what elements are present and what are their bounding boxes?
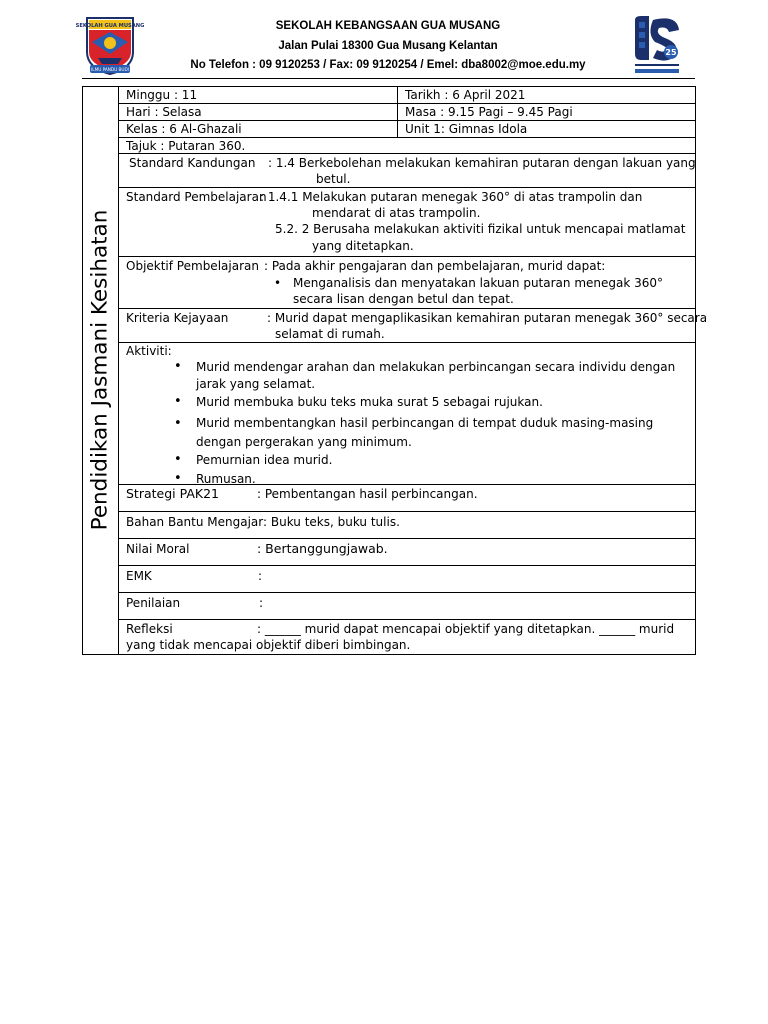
document-header: [0, 0, 768, 82]
standard-kandungan-text: : 1.4 Berkebolehan melakukan kemahiran putaran dengan lakuan yang: [268, 156, 696, 170]
row-penilaian: [119, 593, 695, 620]
subject-column: [83, 87, 119, 654]
cell-masa: Masa : 9.15 Pagi – 9.45 Pagi: [405, 105, 573, 119]
kriteria-line2: selamat di rumah.: [275, 327, 385, 341]
school-logo-motto: ILMU PANDU BUDI: [91, 67, 129, 72]
school-name: SEKOLAH KEBANGSAAN GUA MUSANG: [275, 20, 501, 32]
row-minggu-tarikh: [119, 87, 695, 104]
standard-pembelajaran-line3: 5.2. 2 Berusaha melakukan aktiviti fizikal untuk mencapai matlamat: [275, 222, 686, 236]
kriteria-label: Kriteria Kejayaan: [126, 311, 229, 325]
objektif-bullet-icon: •: [274, 276, 282, 290]
objektif-item-line1: Menganalisis dan menyatakan lakuan putaran menegak 360°: [293, 276, 664, 290]
standard-pembelajaran-line1: : 1.4.1 Melakukan putaran menegak 360° di atas trampolin dan: [260, 190, 643, 204]
penilaian-label: Penilaian: [126, 596, 181, 610]
emk-value: :: [258, 569, 263, 583]
row-kelas-unit: [119, 121, 695, 138]
aktiviti-list: [196, 359, 691, 488]
cell-kelas: Kelas : 6 Al-Ghazali: [119, 121, 398, 137]
row-standard-kandungan: [119, 154, 695, 188]
nilai-label: Nilai Moral: [126, 542, 190, 556]
strategi-value: : Pembentangan hasil perbincangan.: [257, 487, 478, 501]
refleksi-label: Refleksi: [126, 622, 173, 636]
row-aktiviti: [119, 343, 695, 485]
ministry-logo: [631, 14, 683, 76]
objektif-label: Objektif Pembelajaran: [126, 259, 259, 273]
header-divider: [82, 78, 695, 79]
row-refleksi: [119, 620, 695, 654]
aktiviti-label: Aktiviti:: [126, 344, 172, 358]
aktiviti-item: • Murid mendengar arahan dan melakukan perbincangan secara individu dengan jarak yang selamat.: [196, 359, 691, 392]
row-emk: [119, 566, 695, 593]
aktiviti-item: • Rumusan.: [196, 471, 691, 488]
row-tajuk: [119, 138, 695, 154]
aktiviti-item: • Murid membuka buku teks muka surat 5 sebagai rujukan.: [196, 394, 691, 411]
objektif-intro: : Pada akhir pengajaran dan pembelajaran, murid dapat:: [264, 259, 606, 273]
strategi-label: Strategi PAK21: [126, 486, 219, 501]
cell-tarikh: Tarikh : 6 April 2021: [405, 88, 526, 102]
ministry-logo-number: 25: [665, 48, 677, 57]
standard-kandungan-text-cont: betul.: [316, 172, 351, 186]
refleksi-line2: yang tidak mencapai objektif diberi bimbingan.: [126, 638, 411, 652]
kriteria-line1: : Murid dapat mengaplikasikan kemahiran putaran menegak 360° secara: [267, 311, 708, 325]
bahan-text: Bahan Bantu Mengajar: Buku teks, buku tulis.: [126, 515, 400, 529]
row-standard-pembelajaran: [119, 188, 695, 257]
subject-title: Pendidikan Jasmani Kesihatan: [87, 209, 113, 531]
standard-kandungan-label: Standard Kandungan: [129, 156, 256, 170]
school-logo-text: SEKOLAH GUA MUSANG: [75, 23, 145, 29]
standard-pembelajaran-line2: mendarat di atas trampolin.: [312, 206, 481, 220]
row-bahan: [119, 512, 695, 539]
aktiviti-item: • Murid membentangkan hasil perbincangan di tempat duduk masing-masing dengan pergerakan yang minimum.: [196, 414, 691, 452]
row-nilai: [119, 539, 695, 566]
emk-label: EMK: [126, 569, 152, 583]
standard-pembelajaran-label: Standard Pembelajaran: [126, 190, 267, 204]
aktiviti-item: • Pemurnian idea murid.: [196, 452, 691, 469]
school-logo: [75, 14, 145, 76]
cell-unit: Unit 1: Gimnas Idola: [405, 122, 528, 136]
school-address: Jalan Pulai 18300 Gua Musang Kelantan: [278, 39, 498, 52]
school-contact: No Telefon : 09 9120253 / Fax: 09 9120254 / Emel: dba8002@moe.edu.my: [190, 59, 586, 71]
cell-minggu: Minggu : 11: [119, 87, 398, 103]
lesson-plan-table: [82, 86, 708, 655]
row-strategi: [119, 485, 695, 512]
standard-pembelajaran-line4: yang ditetapkan.: [312, 239, 414, 253]
school-details: [150, 17, 626, 76]
row-hari-masa: [119, 104, 695, 121]
row-kriteria: [119, 309, 708, 343]
objektif-item-line2: secara lisan dengan betul dan tepat.: [293, 292, 514, 306]
cell-tajuk: Tajuk : Putaran 360.: [126, 139, 246, 153]
row-objektif: [119, 257, 695, 309]
refleksi-line1: : ______ murid dapat mencapai objektif yang ditetapkan. ______ murid: [257, 622, 675, 636]
cell-hari: Hari : Selasa: [119, 104, 398, 120]
penilaian-value: :: [259, 596, 264, 610]
nilai-value: : Bertanggungjawab.: [257, 541, 388, 556]
